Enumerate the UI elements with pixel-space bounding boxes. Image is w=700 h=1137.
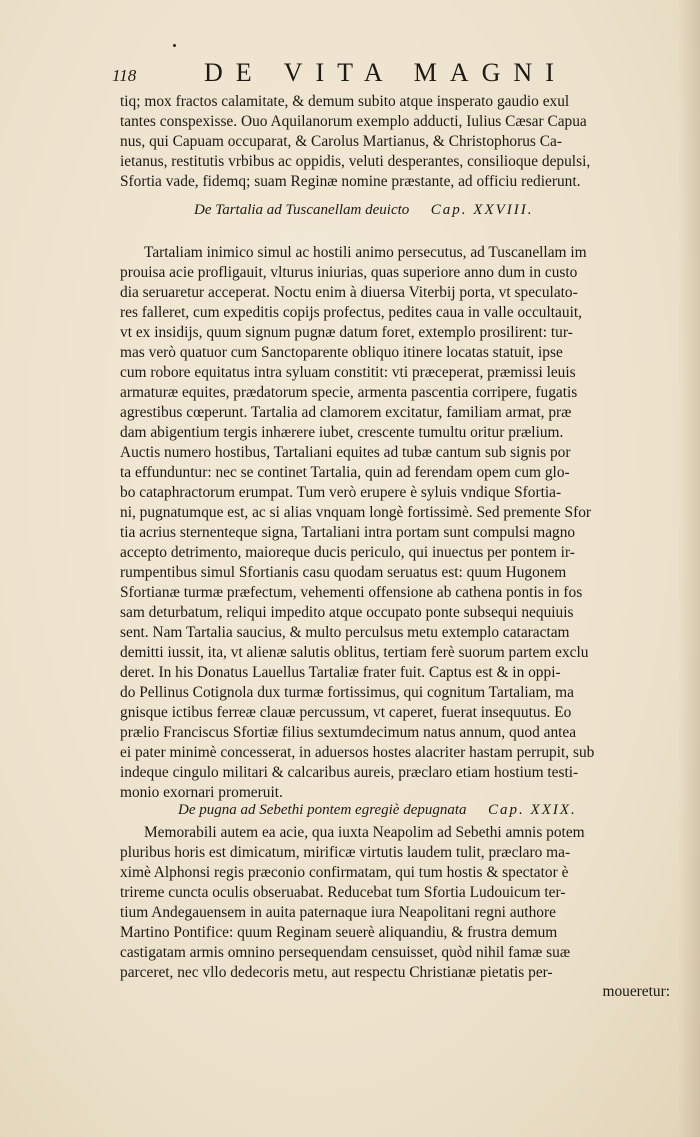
text-line: Tartaliam inimico simul ac hostili animo persecutus, ad Tuscanellam im: [144, 244, 587, 261]
text-line: Auctis numero hostibus, Tartaliani equites ad tubæ cantum sub signis por: [120, 444, 571, 461]
text-line: indeque cingulo militari & calcaribus aureis, præclaro etiam hostium testi-: [120, 764, 579, 781]
text-line: tiq; mox fractos calamitate, & demum subito atque insperato gaudio exul: [120, 93, 570, 110]
chapter-28-body: [120, 243, 594, 803]
text-line: bo cataphractorum erumpat. Tum verò erupere è syluis vndique Sfortia-: [120, 484, 562, 501]
text-line: gnisque ictibus ferreæ clauæ percussum, vt caperet, fuerat insequutus. Eo: [120, 704, 572, 721]
text-line: sam deturbatum, reliqui impedito atque occupato ponte subsequi nequiuis: [120, 604, 574, 621]
text-line: mas verò quatuor cum Sanctoparente obliquo itinere locatas statuit, ipse: [120, 344, 563, 361]
page-header: [112, 58, 672, 92]
text-line: pluribus horis est dimicatum, mirificæ virtutis laudem tulit, præclaro ma-: [120, 844, 571, 861]
text-line: sent. Nam Tartalia saucius, & multo perculsus metu extemplo cataractam: [120, 624, 570, 641]
page-number: 118: [112, 66, 137, 85]
chapter-29-title: De pugna ad Sebethi pontem egregiè depugnata: [178, 802, 467, 818]
text-line: tium Andegauensem in auita paternaque iura Neapolitani regni authore: [120, 904, 556, 921]
text-line: castigatam armis omnino persequendam censuisset, quòd nihil famæ suæ: [120, 944, 571, 961]
text-line: ta effunduntur: nec se continet Tartalia, quin ad ferendam opem cum glo-: [120, 464, 570, 481]
text-line: prælio Franciscus Sfortiæ filius sextumdecimum natus annum, quod antea: [120, 724, 577, 741]
chapter-29-number: Cap. XXIX.: [488, 802, 577, 818]
text-line: accepto detrimento, maioreque ducis periculo, qui inuectus per pontem ir-: [120, 544, 575, 561]
catchword: moueretur:: [602, 983, 670, 1000]
text-line: agrestibus cœperunt. Tartalia ad clamorem excitatur, familiam armat, præ: [120, 404, 572, 421]
text-line: prouisa acie profligauit, vlturus iniurias, quas superiore anno dum in custo: [120, 264, 578, 281]
chapter-29-body: [120, 823, 585, 983]
text-line: rumpentibus simul Sfortianis casu quodam seruatus est: quum Hugonem: [120, 564, 567, 581]
text-line: Sfortianæ turmæ præfectum, vehementi offensione ab cathena pontis in fos: [120, 584, 583, 601]
text-line: res falleret, cum expeditis copijs profectus, pedites caua in valle occultauit,: [120, 304, 582, 321]
text-line: ni, pugnatumque est, ac si alias vnquam longè fortissimè. Sed premente Sfor: [120, 504, 592, 521]
text-line: parceret, nec vllo dedecoris metu, aut respectu Christianæ pietatis per-: [120, 964, 553, 981]
page-edge-shadow: [678, 0, 700, 1137]
text-line: nus, qui Capuam occuparat, & Carolus Martianus, & Christophorus Ca-: [120, 133, 562, 150]
text-line: vt ex insidijs, quum signum pugnæ datum foret, extemplo prosilirent: tur-: [120, 324, 573, 341]
text-line: armaturæ equites, prædatorum specie, armenta pascentia corripere, fugatis: [120, 384, 578, 401]
text-line: ei pater minimè concesserat, in aduersos hostes alacriter hastam perrupit, sub: [120, 744, 595, 761]
intro-paragraph: [120, 92, 590, 192]
chapter-28-heading: [194, 202, 534, 219]
text-line: Sfortia vade, fidemq; suam Reginæ nomine præstante, ad officiu redierunt.: [120, 173, 581, 190]
text-line: demitti iussit, ita, vt alienæ salutis oblitus, tertiam ferè suorum partem exclu: [120, 644, 589, 661]
text-line: cum robore equitatus intra syluam constitit: vti præceperat, præmissi leuis: [120, 364, 576, 381]
text-line: dia seruaretur acceperat. Noctu enim à diuersa Viterbij porta, vt speculato-: [120, 284, 578, 301]
text-line: trireme cuncta oculis obseruabat. Reducebat tum Sfortia Ludouicum ter-: [120, 884, 566, 901]
text-line: deret. In his Donatus Lauellus Tartaliæ frater fuit. Captus est & in oppi-: [120, 664, 561, 681]
ink-speck: [173, 44, 176, 47]
text-line: ietanus, restitutis vrbibus ac oppidis, veluti desperantes, consilioque depulsi,: [120, 153, 591, 170]
chapter-28-number: Cap. XXVIII.: [430, 202, 534, 218]
text-line: tia acrius sternenteque signa, Tartaliani intra portam sunt compulsi magno: [120, 524, 576, 541]
chapter-29-heading: [178, 802, 577, 819]
text-line: dam abigentium tergis inhærere iubet, crescente tumultu oritur prælium.: [120, 424, 564, 441]
chapter-28-title: De Tartalia ad Tuscanellam deuicto: [194, 202, 410, 218]
text-line: tantes conspexisse. Ouo Aquilanorum exemplo adducti, Iulius Cæsar Capua: [120, 113, 587, 130]
text-line: Memorabili autem ea acie, qua iuxta Neapolim ad Sebethi amnis potem: [144, 824, 585, 841]
running-head: DE VITA MAGNI: [204, 58, 567, 87]
text-line: monio exornari promeruit.: [120, 784, 283, 801]
text-line: do Pellinus Cotignola dux turmæ fortissimus, qui cognitum Tartaliam, ma: [120, 684, 574, 701]
text-line: ximè Alphonsi regis præconio confirmatam, qui tum hostis & spectator è: [120, 864, 569, 881]
text-line: Martino Pontifice: quum Reginam seuerè aliquandiu, & frustra demum: [120, 924, 558, 941]
